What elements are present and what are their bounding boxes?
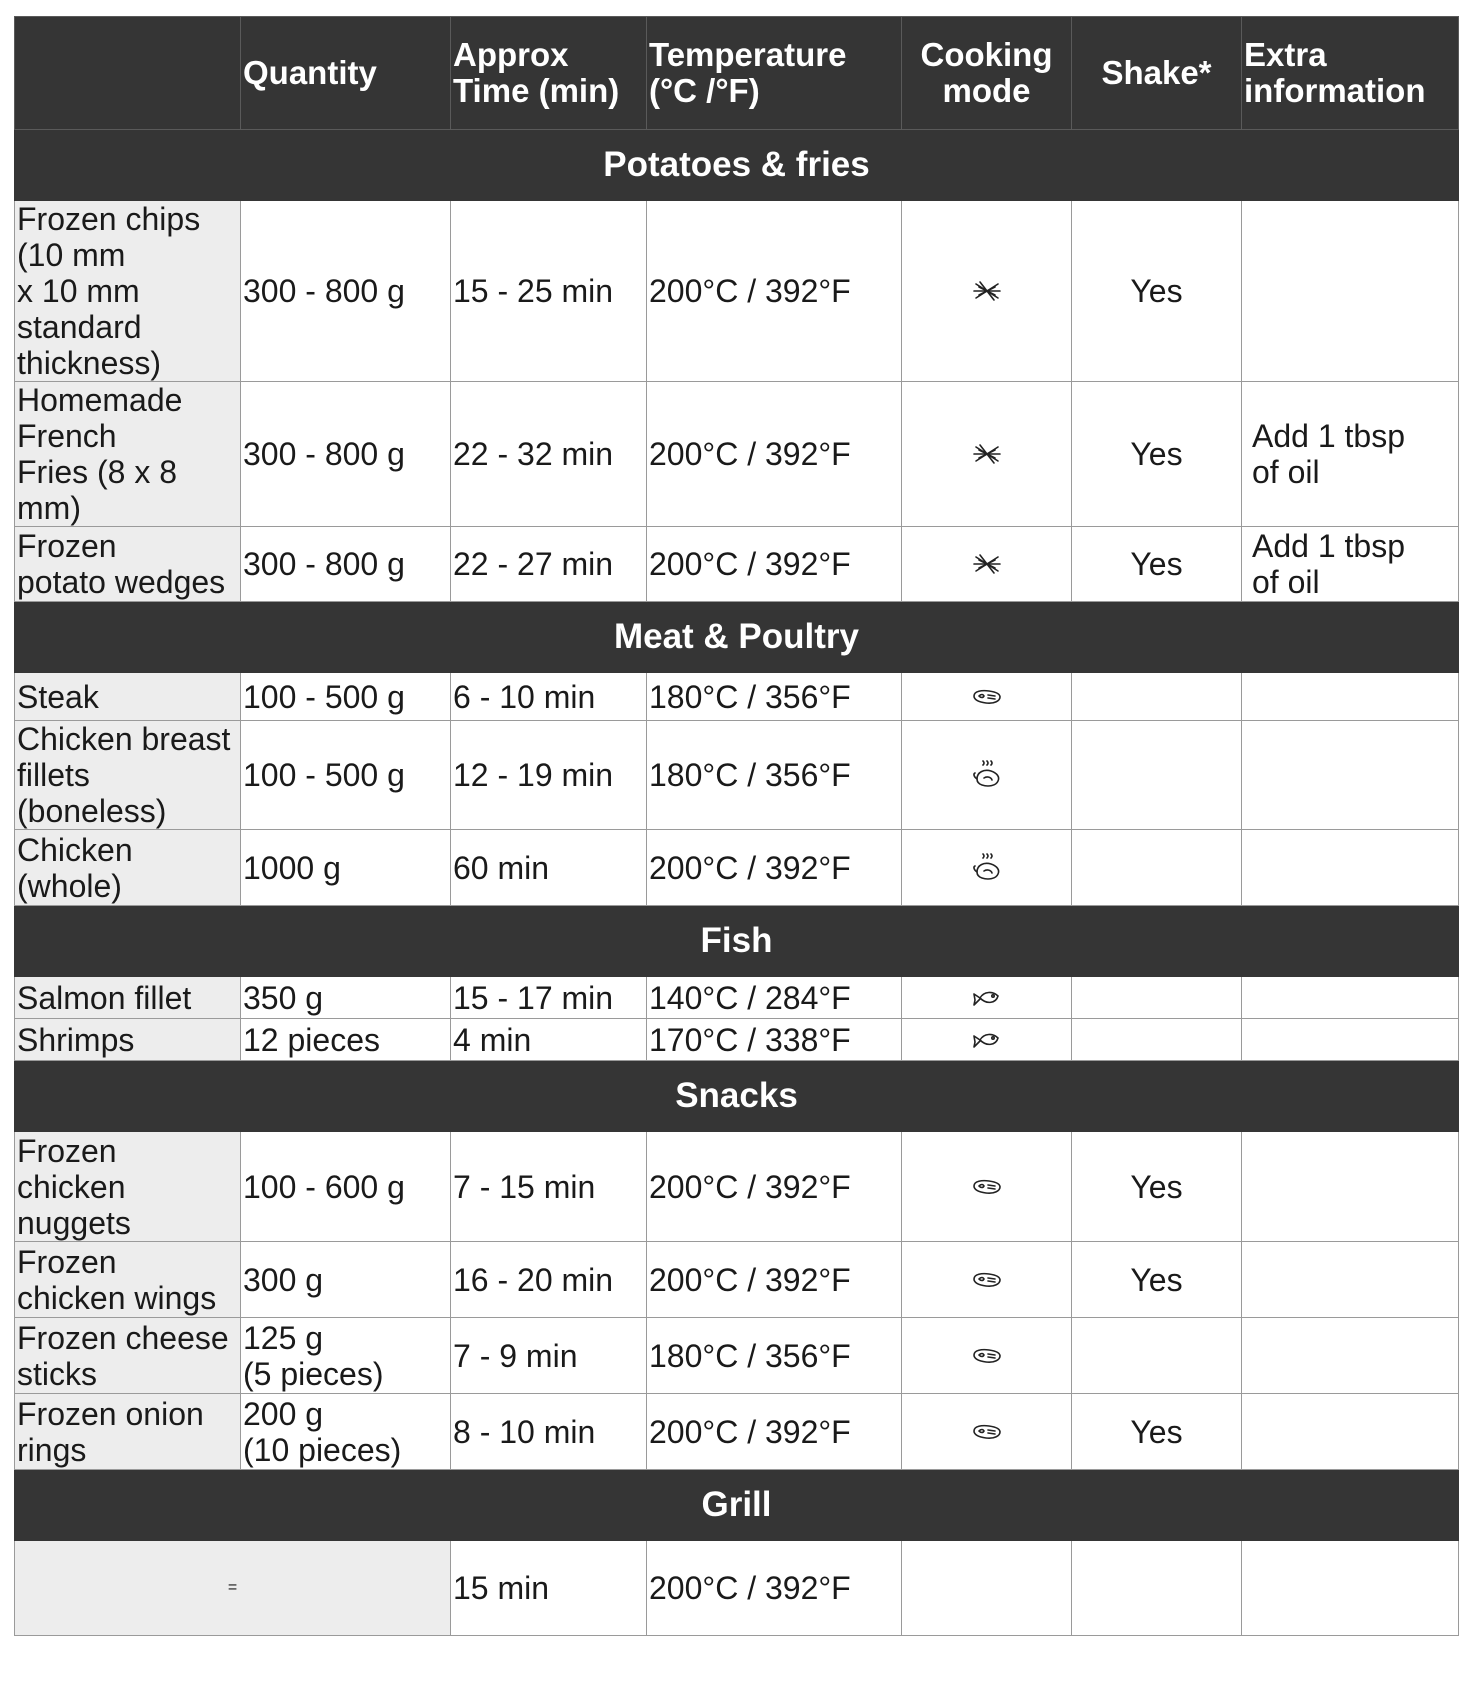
extra-info-line: Add 1 tbsp (1252, 418, 1405, 454)
food-name-line: Chicken breast (17, 721, 231, 757)
section-row (15, 602, 1459, 673)
temperature-cell: 180°C / 356°F (647, 673, 902, 721)
shake-cell (1072, 1318, 1242, 1394)
quantity-cell (241, 1132, 451, 1242)
food-name-line: chicken wings (17, 1279, 217, 1316)
fries-icon (971, 279, 1003, 303)
time-cell: 6 - 10 min (451, 673, 647, 721)
table-row (15, 1132, 1459, 1242)
time-cell: 4 min (451, 1019, 647, 1061)
table-body (15, 130, 1459, 1636)
table-row (15, 1019, 1459, 1061)
time-cell: 15 min (451, 1541, 647, 1636)
food-name-line: rings (17, 1431, 87, 1468)
food-name-line: French (17, 418, 117, 454)
quantity-line: 125 g (243, 1319, 324, 1356)
quantity-cell (241, 830, 451, 906)
cooking-guide-table (14, 16, 1459, 1636)
section-row (15, 906, 1459, 977)
steak-icon (971, 685, 1003, 709)
steak-icon (971, 1344, 1003, 1368)
table-row (15, 1242, 1459, 1318)
quantity-line: 100 - 600 g (243, 1168, 405, 1205)
table-row (15, 201, 1459, 382)
extra-info-line: Add 1 tbsp (1252, 528, 1405, 564)
cooking-mode-cell (902, 1242, 1072, 1318)
cooking-mode-cell (902, 201, 1072, 382)
quantity-cell (241, 673, 451, 721)
header-quantity: Quantity (241, 17, 451, 130)
food-name-line: x 10 mm (17, 273, 140, 309)
food-cell (15, 1394, 241, 1470)
temperature-cell: 200°C / 392°F (647, 1132, 902, 1242)
table-row (15, 830, 1459, 906)
food-name-line: (boneless) (17, 793, 167, 829)
header-mode-line1: Cooking (920, 36, 1053, 73)
quantity-line: 300 g (243, 1261, 324, 1298)
quantity-cell (241, 527, 451, 602)
food-cell (15, 1242, 241, 1318)
time-cell: 12 - 19 min (451, 721, 647, 830)
header-row (15, 17, 1459, 130)
table-row (15, 977, 1459, 1019)
cooking-mode-cell (902, 1541, 1072, 1636)
quantity-line: 300 - 800 g (243, 273, 405, 309)
header-time-line1: Approx (453, 36, 569, 73)
food-cell (15, 382, 241, 527)
shake-cell (1072, 721, 1242, 830)
extra-info-cell (1242, 977, 1459, 1019)
header-extra-information (1242, 17, 1459, 130)
cooking-mode-cell (902, 382, 1072, 527)
shake-cell: Yes (1072, 201, 1242, 382)
extra-info-cell (1242, 721, 1459, 830)
food-name-line: Frozen (17, 1132, 117, 1169)
food-cell (15, 721, 241, 830)
quantity-line: 300 - 800 g (243, 546, 405, 582)
extra-info-line: of oil (1252, 564, 1320, 600)
extra-info-cell (1242, 830, 1459, 906)
section-title: Potatoes & fries (15, 130, 1459, 201)
food-cell (15, 673, 241, 721)
extra-info-cell (1242, 1318, 1459, 1394)
quantity-line: 12 pieces (243, 1021, 380, 1058)
food-name-line: Shrimps (17, 1021, 135, 1058)
food-name-line: Steak (17, 678, 99, 715)
extra-info-cell (1242, 382, 1459, 527)
temperature-cell: 170°C / 338°F (647, 1019, 902, 1061)
table-row (15, 721, 1459, 830)
food-name-line: fillets (17, 757, 90, 793)
temperature-cell: 200°C / 392°F (647, 527, 902, 602)
shake-cell (1072, 673, 1242, 721)
quantity-line: 100 - 500 g (243, 757, 405, 793)
section-title: Grill (15, 1470, 1459, 1541)
header-temperature-line2: (°C /°F) (649, 72, 760, 109)
extra-info-cell (1242, 1394, 1459, 1470)
shake-cell: Yes (1072, 1242, 1242, 1318)
time-cell: 7 - 9 min (451, 1318, 647, 1394)
cooking-mode-cell (902, 1318, 1072, 1394)
food-name-line: thickness) (17, 345, 162, 381)
time-cell: 22 - 32 min (451, 382, 647, 527)
table-row (15, 1394, 1459, 1470)
food-cell (15, 830, 241, 906)
quantity-line: (5 pieces) (243, 1355, 384, 1392)
chicken-icon (971, 759, 1003, 791)
food-name-line: Fries (8 x 8 (17, 454, 178, 490)
extra-info-cell (1242, 1242, 1459, 1318)
shake-cell (1072, 977, 1242, 1019)
extra-info-cell (1242, 1132, 1459, 1242)
shake-cell: Yes (1072, 527, 1242, 602)
chicken-icon (971, 852, 1003, 884)
quantity-line: 200 g (243, 1395, 324, 1432)
food-name-line: sticks (17, 1355, 97, 1392)
food-name-line: mm) (17, 490, 81, 526)
section-title: Snacks (15, 1061, 1459, 1132)
time-cell: 15 - 17 min (451, 977, 647, 1019)
food-name-line: standard (17, 309, 142, 345)
extra-info-cell (1242, 1019, 1459, 1061)
temperature-cell: 200°C / 392°F (647, 1541, 902, 1636)
table-row (15, 382, 1459, 527)
section-row (15, 1470, 1459, 1541)
shake-cell (1072, 830, 1242, 906)
food-name-line: nuggets (17, 1204, 131, 1241)
food-name-line: Frozen chips (17, 201, 201, 237)
temperature-cell: 200°C / 392°F (647, 830, 902, 906)
header-extra-line1: Extra (1244, 36, 1327, 73)
cooking-mode-cell (902, 673, 1072, 721)
cooking-mode-cell (902, 527, 1072, 602)
quantity-cell (241, 1019, 451, 1061)
table-row (15, 673, 1459, 721)
food-cell (15, 1318, 241, 1394)
temperature-cell: 200°C / 392°F (647, 201, 902, 382)
cooking-mode-cell (902, 1132, 1072, 1242)
fries-icon (971, 442, 1003, 466)
time-cell: 7 - 15 min (451, 1132, 647, 1242)
header-time (451, 17, 647, 130)
quantity-cell (241, 1394, 451, 1470)
food-name-line: = (227, 1579, 238, 1596)
extra-info-cell (1242, 527, 1459, 602)
food-name-line: Frozen (17, 1243, 117, 1280)
section-title: Meat & Poultry (15, 602, 1459, 673)
fish-icon (971, 1028, 1003, 1052)
food-name-line: Homemade (17, 382, 183, 418)
food-name-line: Frozen onion (17, 1395, 204, 1432)
quantity-cell (241, 977, 451, 1019)
food-name-line: (10 mm (17, 237, 126, 273)
fish-icon (971, 986, 1003, 1010)
quantity-line: 1000 g (243, 849, 341, 886)
food-name-line: Frozen (17, 528, 117, 564)
temperature-cell: 180°C / 356°F (647, 721, 902, 830)
time-cell: 60 min (451, 830, 647, 906)
quantity-cell (241, 1242, 451, 1318)
time-cell: 15 - 25 min (451, 201, 647, 382)
steak-icon (971, 1420, 1003, 1444)
quantity-cell (241, 1318, 451, 1394)
temperature-cell: 200°C / 392°F (647, 1394, 902, 1470)
extra-info-line: of oil (1252, 454, 1320, 490)
section-title: Fish (15, 906, 1459, 977)
quantity-line: 100 - 500 g (243, 678, 405, 715)
shake-cell: Yes (1072, 1394, 1242, 1470)
section-row (15, 130, 1459, 201)
quantity-line: 300 - 800 g (243, 436, 405, 472)
cooking-mode-cell (902, 1019, 1072, 1061)
quantity-line: 350 g (243, 979, 324, 1016)
time-cell: 8 - 10 min (451, 1394, 647, 1470)
cooking-mode-cell (902, 1394, 1072, 1470)
header-shake: Shake* (1072, 17, 1242, 130)
quantity-line: (10 pieces) (243, 1431, 402, 1468)
shake-cell (1072, 1541, 1242, 1636)
cooking-mode-cell (902, 830, 1072, 906)
cooking-mode-cell (902, 721, 1072, 830)
extra-info-cell (1242, 673, 1459, 721)
shake-cell: Yes (1072, 1132, 1242, 1242)
temperature-cell: 180°C / 356°F (647, 1318, 902, 1394)
food-name-line: Salmon fillet (17, 979, 192, 1016)
food-cell (15, 527, 241, 602)
shake-cell: Yes (1072, 382, 1242, 527)
temperature-cell: 200°C / 392°F (647, 1242, 902, 1318)
fries-icon (971, 552, 1003, 576)
food-name-line: Frozen cheese (17, 1319, 229, 1356)
quantity-cell (241, 201, 451, 382)
quantity-cell (241, 721, 451, 830)
header-extra-line2: information (1244, 72, 1426, 109)
header-food (15, 17, 241, 130)
header-time-line2: Time (min) (453, 72, 620, 109)
food-cell (15, 201, 241, 382)
shake-cell (1072, 1019, 1242, 1061)
table-row (15, 1541, 1459, 1636)
table-row (15, 527, 1459, 602)
header-mode-line2: mode (942, 72, 1031, 109)
table-row (15, 1318, 1459, 1394)
steak-icon (971, 1175, 1003, 1199)
header-temperature (647, 17, 902, 130)
extra-info-cell (1242, 201, 1459, 382)
header-cooking-mode (902, 17, 1072, 130)
food-cell (15, 1132, 241, 1242)
temperature-cell: 140°C / 284°F (647, 977, 902, 1019)
food-cell (15, 1019, 241, 1061)
cooking-mode-cell (902, 977, 1072, 1019)
header-temperature-line1: Temperature (649, 36, 847, 73)
food-name-line: Chicken (17, 831, 133, 868)
cooking-table-container (14, 16, 1458, 1636)
extra-info-cell (1242, 1541, 1459, 1636)
food-cell (15, 1541, 451, 1636)
quantity-cell (241, 382, 451, 527)
section-row (15, 1061, 1459, 1132)
food-name-line: chicken (17, 1168, 126, 1205)
temperature-cell: 200°C / 392°F (647, 382, 902, 527)
steak-icon (971, 1268, 1003, 1292)
food-name-line: potato wedges (17, 564, 226, 600)
time-cell: 16 - 20 min (451, 1242, 647, 1318)
food-cell (15, 977, 241, 1019)
food-name-line: (whole) (17, 867, 122, 904)
time-cell: 22 - 27 min (451, 527, 647, 602)
